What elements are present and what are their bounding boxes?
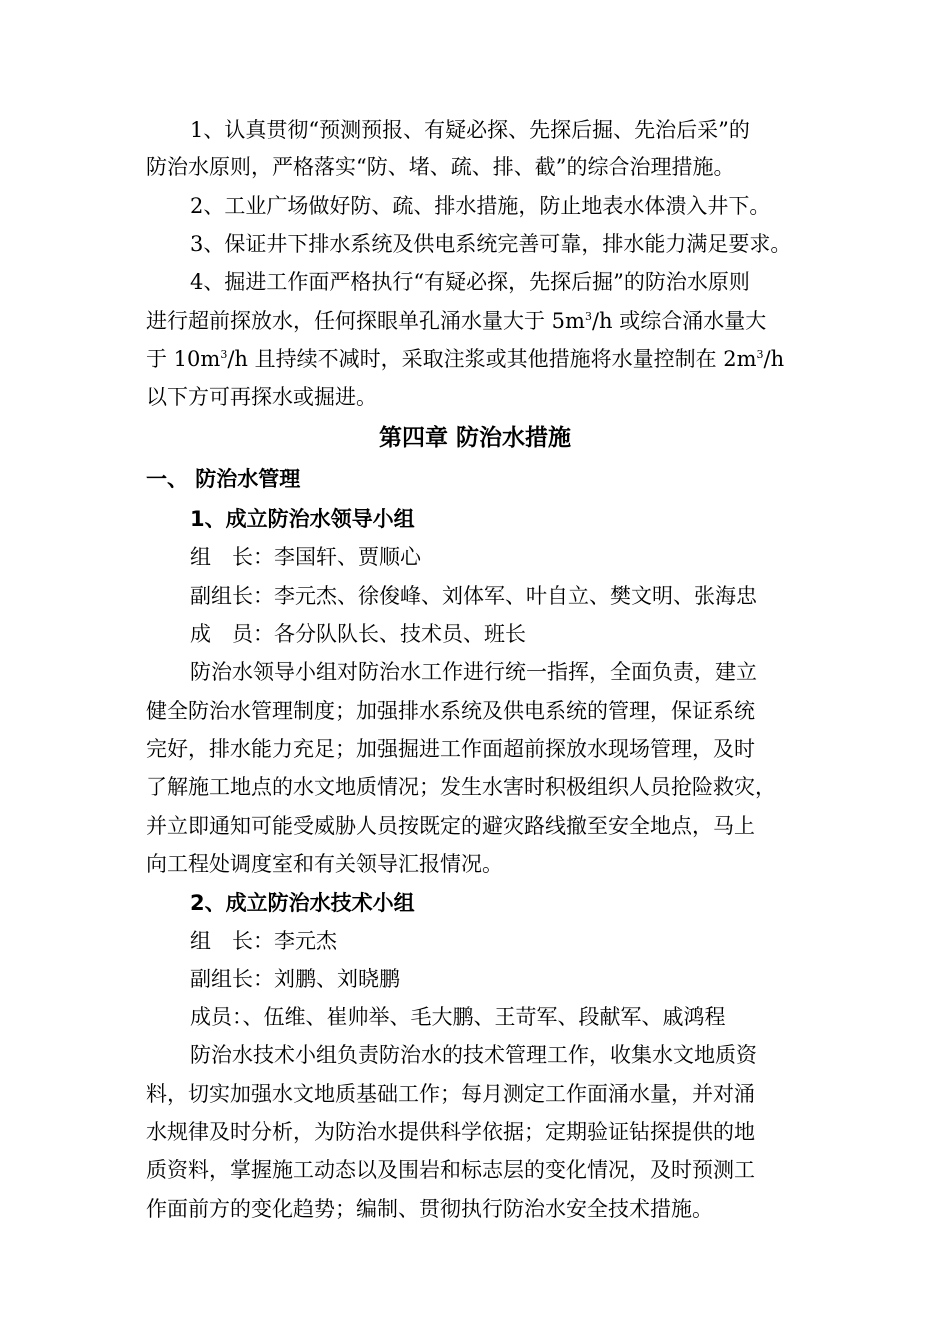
group-1-desc-line-2: 健全防治水管理制度；加强排水系统及供电系统的管理，保证系统 [146,699,755,723]
group-2-deputy: 副组长：刘鹏、刘晓鹏 [190,967,400,991]
text-segment: 进行超前探放水，任何探眼单孔涌水量大于 5m [146,309,585,333]
principle-4-line-1: 4、掘进工作面严格执行“有疑必探，先探后掘”的防治水原则 [190,270,750,294]
principle-2: 2、工业广场做好防、疏、排水措施，防止地表水体溃入井下。 [190,194,771,218]
group-1-heading: 1、成立防治水领导小组 [190,507,415,531]
group-2-desc-line-5: 作面前方的变化趋势；编制、贯彻执行防治水安全技术措施。 [146,1197,713,1221]
text-segment: /h 且持续不减时，采取注浆或其他措施将水量控制在 2m [227,347,757,371]
group-1-desc-line-5: 并立即通知可能受威胁人员按既定的避灾路线撤至安全地点，马上 [146,814,755,838]
chapter-title: 第四章 防治水措施 [378,425,571,451]
group-1-desc-line-3: 完好，排水能力充足；加强掘进工作面超前探放水现场管理，及时 [146,737,755,761]
group-2-leader: 组 长：李元杰 [190,929,337,953]
section-heading: 一、 防治水管理 [146,467,301,491]
principle-1-line-2: 防治水原则，严格落实“防、堵、疏、排、截”的综合治理措施。 [146,155,735,179]
group-2-desc-line-1: 防治水技术小组负责防治水的技术管理工作，收集水文地质资 [190,1043,757,1067]
principle-4-line-3 [146,345,826,373]
superscript: 3 [584,310,592,323]
principle-1-line-1: 1、认真贯彻“预测预报、有疑必探、先探后掘、先治后采”的 [190,118,750,142]
group-2-members: 成员：、伍维、崔帅举、毛大鹏、王苛军、段献军、戚鸿程 [190,1005,726,1029]
group-1-leader: 组 长：李国轩、贾顺心 [190,545,421,569]
group-1-deputy: 副组长：李元杰、徐俊峰、刘体军、叶自立、樊文明、张海忠 [190,584,757,608]
superscript: 3 [756,348,764,361]
superscript: 3 [220,348,228,361]
text-segment: /h 或综合涌水量大 [591,309,767,333]
group-2-desc-line-2: 料，切实加强水文地质基础工作；每月测定工作面涌水量，并对涌 [146,1082,755,1106]
group-2-desc-line-3: 水规律及时分析，为防治水提供科学依据；定期验证钻探提供的地 [146,1120,755,1144]
principle-4-line-4: 以下方可再探水或掘进。 [146,385,377,409]
principle-3: 3、保证井下排水系统及供电系统完善可靠，排水能力满足要求。 [190,232,792,256]
text-segment: 于 10m [146,347,221,371]
group-1-desc-line-1: 防治水领导小组对防治水工作进行统一指挥，全面负责，建立 [190,660,757,684]
group-1-members: 成 员：各分队队长、技术员、班长 [190,622,526,646]
group-1-desc-line-4: 了解施工地点的水文地质情况；发生水害时积极组织人员抢险救灾， [146,775,776,799]
text-segment: /h [763,347,785,371]
group-2-desc-line-4: 质资料，掌握施工动态以及围岩和标志层的变化情况，及时预测工 [146,1158,755,1182]
principle-4-line-2 [146,307,826,335]
group-2-heading: 2、成立防治水技术小组 [190,891,415,915]
group-1-desc-line-6: 向工程处调度室和有关领导汇报情况。 [146,852,503,876]
